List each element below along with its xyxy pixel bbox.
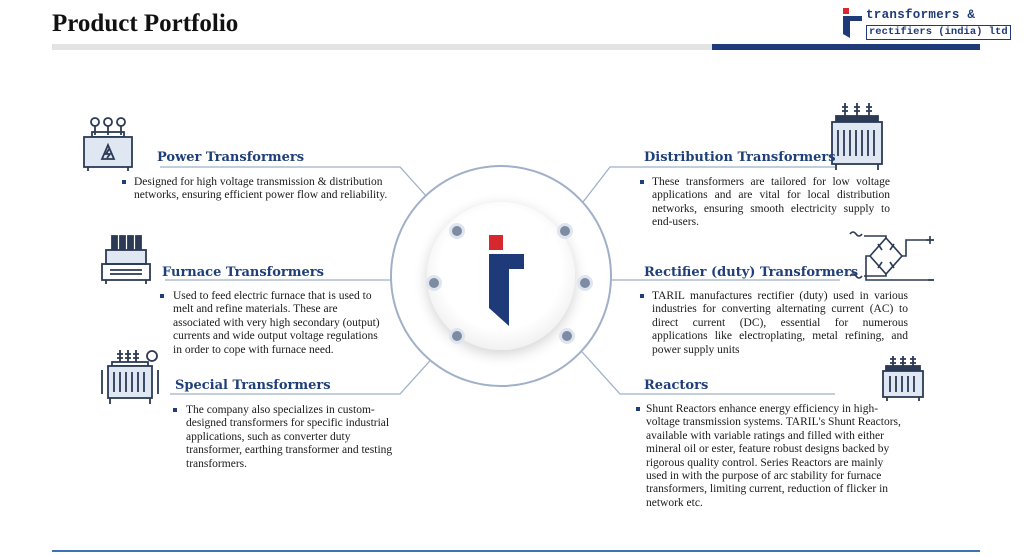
reactors-heading: Reactors bbox=[644, 378, 709, 393]
connector-dot-furnace bbox=[426, 275, 442, 291]
furnace-bullet bbox=[160, 294, 164, 298]
reactor-icon bbox=[880, 354, 926, 402]
special-bullet bbox=[173, 408, 177, 412]
reactors-text: Shunt Reactors enhance energy efficiency in high-voltage transmission systems. TARIL's Shunt Reactors, available with variable ratings and filled with either mineral oil or ester, feature robust designs backed by rigorous quality control. Series Reactors are mainly used in with the purpose of arc stability for furnace transformers, limiting current, reduction of flicker in network etc. bbox=[646, 403, 901, 509]
power-transformers-text: Designed for high voltage transmission & distribution networks, ensuring efficient power flow and reliability. bbox=[134, 176, 388, 202]
rectifier-transformers-heading: Rectifier (duty) Transformers bbox=[644, 265, 859, 280]
footer-divider bbox=[52, 550, 980, 552]
rectifier-bullet bbox=[640, 294, 644, 298]
logo-text-line2: rectifiers (india) ltd bbox=[866, 25, 1011, 40]
distribution-bullet bbox=[640, 180, 644, 184]
power-bullet bbox=[122, 180, 126, 184]
distribution-transformers-heading: Distribution Transformers bbox=[644, 150, 836, 165]
power-transformer-icon bbox=[80, 115, 136, 173]
special-transformer-icon bbox=[100, 346, 162, 406]
special-transformers-text: The company also specializes in custom-designed transformers for specific industrial applications, such as converter duty transformer, earthing transformer and testing transformers. bbox=[186, 404, 393, 470]
furnace-transformers-heading: Furnace Transformers bbox=[162, 265, 324, 280]
rectifier-transformers-text: TARIL manufactures rectifier (duty) used in various industries for converting alternating current (AC) to direct current (DC), essential for numerous applications like electroplating, metal refining, and power supply units bbox=[652, 290, 908, 356]
center-logo-icon bbox=[478, 232, 528, 330]
distribution-transformers-text: These transformers are tailored for low voltage applications and are vital for local distribution networks, ensuring smooth electricity supply to end-users. bbox=[652, 176, 890, 229]
connector-dot-reactors bbox=[559, 328, 575, 344]
page-title: Product Portfolio bbox=[52, 10, 239, 37]
furnace-transformer-icon bbox=[100, 234, 152, 286]
connector-dot-power bbox=[449, 223, 465, 239]
power-transformers-heading: Power Transformers bbox=[157, 150, 305, 165]
rectifier-bridge-icon bbox=[846, 228, 936, 286]
connector-dot-distribution bbox=[557, 223, 573, 239]
logo-text-line1: transformers & bbox=[866, 8, 976, 22]
reactors-bullet bbox=[636, 407, 640, 411]
furnace-transformers-text: Used to feed electric furnace that is used to melt and refine materials. These are associated with very high secondary (output) currents and wide output voltage regulations in order to cope with furnace need. bbox=[173, 290, 380, 356]
special-transformers-heading: Special Transformers bbox=[175, 378, 331, 393]
connector-dot-special bbox=[449, 328, 465, 344]
connector-dot-rectifier bbox=[577, 275, 593, 291]
